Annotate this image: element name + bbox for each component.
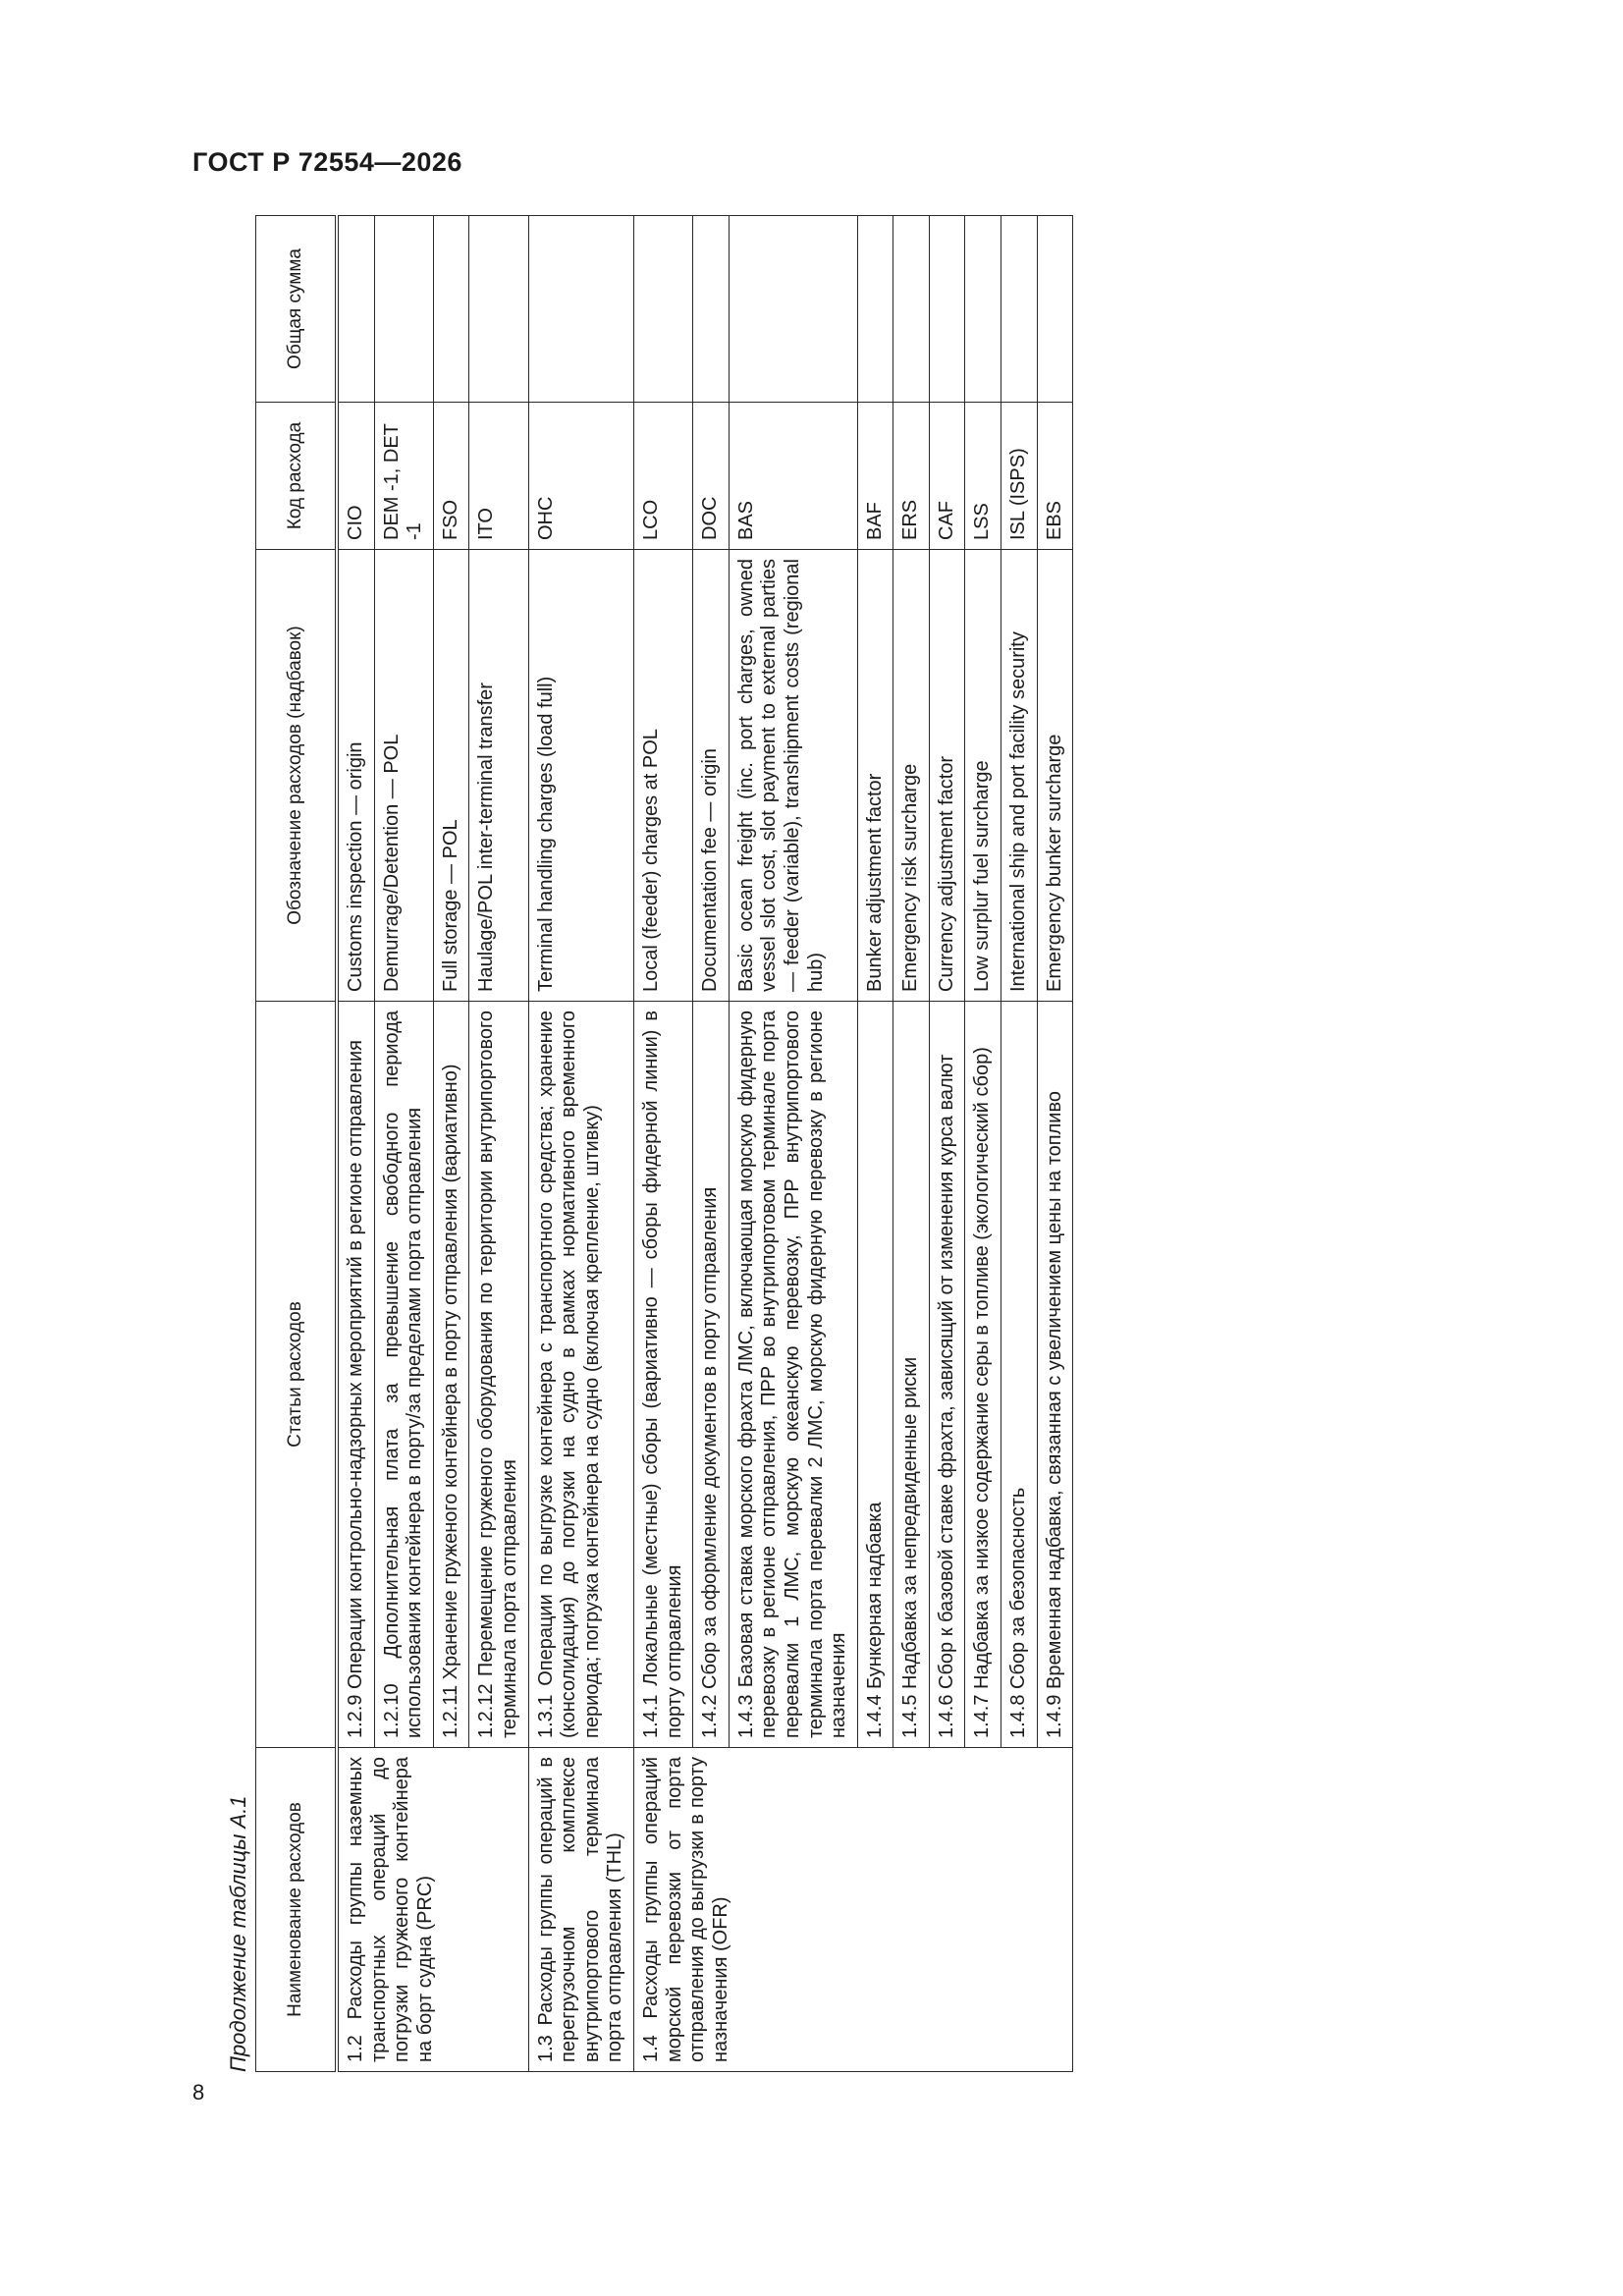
cell-code: ISL (ISPS) xyxy=(1001,403,1038,550)
header-expense-items: Статьи расходов xyxy=(256,1002,338,1748)
header-code: Код расхода xyxy=(256,403,338,550)
cell-code: BAF xyxy=(857,403,893,550)
table-caption: Продолжение таблицы А.1 xyxy=(226,1795,250,2072)
cell-item: 1.4.2 Сбор за оформление документов в порту отправления xyxy=(693,1002,730,1748)
cell-total xyxy=(337,216,374,403)
rotated-table-area xyxy=(226,216,1522,2072)
cell-item: 1.2.10 Дополнительная плата за превышение свободного периода использования контейнера в порту/за пределами порта отправления xyxy=(374,1002,433,1748)
cell-total xyxy=(633,216,692,403)
page-number: 8 xyxy=(192,2080,205,2105)
cell-item: 1.2.11 Хранение груженого контейнера в порту отправления (вариативно) xyxy=(433,1002,469,1748)
cell-designation: Bunker adjustment factor xyxy=(857,550,893,1002)
cell-item: 1.4.5 Надбавка за непредвиденные риски xyxy=(893,1002,930,1748)
cell-item: 1.2.9 Операции контрольно-надзорных мероприятий в регионе отправления xyxy=(337,1002,374,1748)
cell-item: 1.4.4 Бункерная надбавка xyxy=(857,1002,893,1748)
expense-table xyxy=(255,215,1073,2072)
cell-item: 1.4.9 Временная надбавка, связанная с увеличением цены на топливо xyxy=(1037,1002,1073,1748)
group-name-ofr: 1.4 Расходы группы операций морской перевозки от порта отправления до выгрузки в порту назначения (OFR) xyxy=(633,1748,1072,2072)
cell-total xyxy=(528,216,633,403)
cell-total xyxy=(1001,216,1038,403)
cell-total xyxy=(1037,216,1073,403)
cell-total xyxy=(965,216,1001,403)
cell-designation: Emergency bunker surcharge xyxy=(1037,550,1073,1002)
cell-total xyxy=(433,216,469,403)
cell-code: DEM -1, DET -1 xyxy=(374,403,433,550)
cell-total xyxy=(693,216,730,403)
cell-total xyxy=(893,216,930,403)
cell-code: CAF xyxy=(929,403,965,550)
cell-designation: Local (feeder) charges at POL xyxy=(633,550,692,1002)
header-designation: Обозначение расходов (надбавок) xyxy=(256,550,338,1002)
cell-item: 1.3.1 Операции по выгрузке контейнера с транспортного средства; хранение (консолидация) до погрузки на судно в рамках нормативного временного периода; погрузка контейнера на судно (включая крепление, штивку) xyxy=(528,1002,633,1748)
cell-total xyxy=(929,216,965,403)
cell-code: ITO xyxy=(469,403,528,550)
table-header-row xyxy=(256,216,338,2072)
standard-header: ГОСТ Р 72554—2026 xyxy=(192,147,462,177)
header-total: Общая сумма xyxy=(256,216,338,403)
cell-designation: Currency adjustment factor xyxy=(929,550,965,1002)
cell-code: DOC xyxy=(693,403,730,550)
cell-designation: International ship and port facility security xyxy=(1001,550,1038,1002)
cell-designation: Full storage — POL xyxy=(433,550,469,1002)
cell-code: ERS xyxy=(893,403,930,550)
cell-code: OHC xyxy=(528,403,633,550)
header-expense-name: Наименование расходов xyxy=(256,1748,338,2072)
cell-designation: Haulage/POL inter-terminal transfer xyxy=(469,550,528,1002)
table-row xyxy=(528,216,633,2072)
group-name-prc: 1.2 Расходы группы наземных транспортных операций до погрузки груженого контейнера на борт судна (PRC) xyxy=(337,1748,528,2072)
cell-designation: Customs inspection — origin xyxy=(337,550,374,1002)
cell-designation: Terminal handling charges (load full) xyxy=(528,550,633,1002)
cell-item: 1.4.1 Локальные (местные) сборы (вариативно — сборы фидерной линии) в порту отправления xyxy=(633,1002,692,1748)
cell-total xyxy=(857,216,893,403)
cell-designation: Low surplur fuel surcharge xyxy=(965,550,1001,1002)
cell-code: LCO xyxy=(633,403,692,550)
table-row xyxy=(633,216,692,2072)
cell-item: 1.2.12 Перемещение груженого оборудования по территории внутрипортового терминала порта отправления xyxy=(469,1002,528,1748)
cell-designation: Basic ocean freight (inc. port charges, owned vessel slot cost, slot payment to external parties — feeder (variable), transhipment costs (regional hub) xyxy=(729,550,857,1002)
cell-item: 1.4.7 Надбавка за низкое содержание серы в топливе (экологический сбор) xyxy=(965,1002,1001,1748)
cell-total xyxy=(729,216,857,403)
cell-code: BAS xyxy=(729,403,857,550)
cell-code: CIO xyxy=(337,403,374,550)
cell-item: 1.4.8 Сбор за безопасность xyxy=(1001,1002,1038,1748)
cell-code: LSS xyxy=(965,403,1001,550)
cell-designation: Demurrage/Detention — POL xyxy=(374,550,433,1002)
group-name-thl: 1.3 Расходы группы операций в перегрузочном комплексе внутрипортового терминала порта отправления (THL) xyxy=(528,1748,633,2072)
cell-total xyxy=(469,216,528,403)
cell-designation: Documentation fee — origin xyxy=(693,550,730,1002)
cell-item: 1.4.6 Сбор к базовой ставке фрахта, зависящий от изменения курса валют xyxy=(929,1002,965,1748)
cell-code: FSO xyxy=(433,403,469,550)
cell-designation: Emergency risk surcharge xyxy=(893,550,930,1002)
cell-total xyxy=(374,216,433,403)
cell-item: 1.4.3 Базовая ставка морского фрахта ЛМС, включающая морскую фидерную перевозку в регионе отправления, ПРР во внутрипортовом терминале порта перевалки 1 ЛМС, морскую океанскую перевозку, ПРР внутрипортового терминала порта перевалки 2 ЛМС, морскую фидерную перевозку в регионе назначения xyxy=(729,1002,857,1748)
cell-code: EBS xyxy=(1037,403,1073,550)
table-row xyxy=(337,216,374,2072)
